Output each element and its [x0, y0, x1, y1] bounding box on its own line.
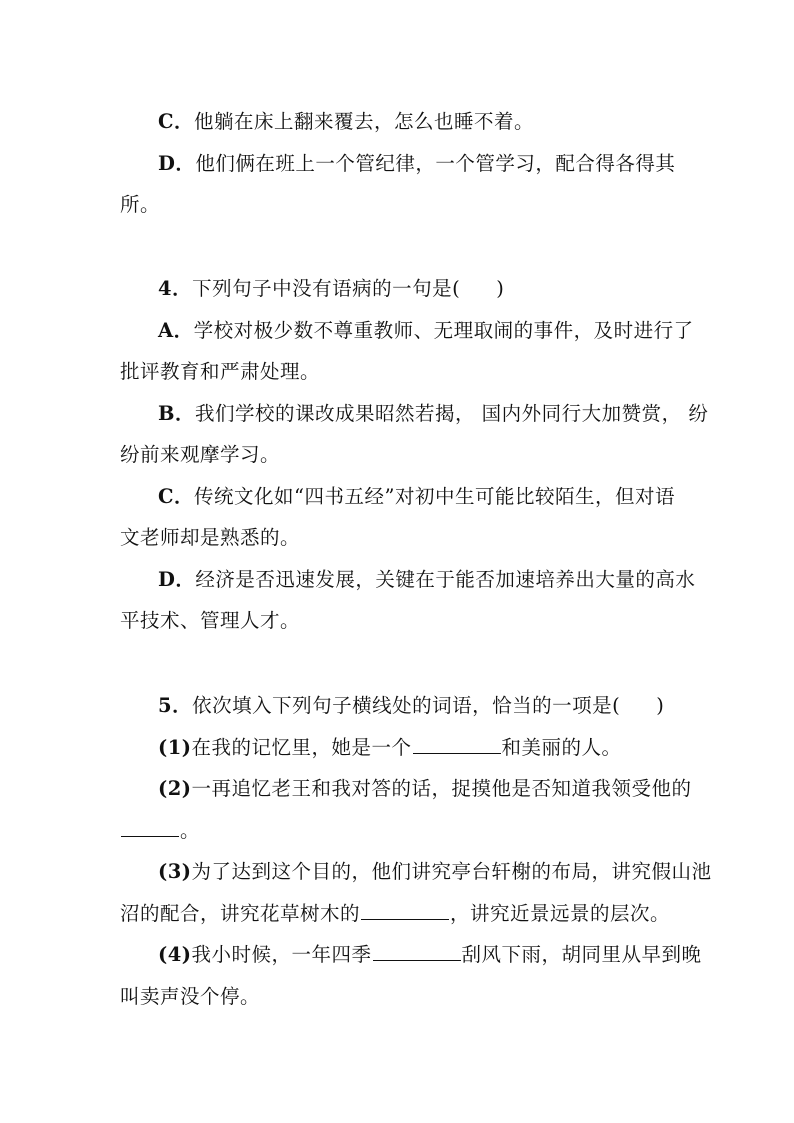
option-text: 文老师却是熟悉的。 — [120, 526, 301, 549]
q3-option-d — [158, 148, 675, 176]
sentence-text: 一再追忆老王和我对答的话，捉摸他是否知道我领受他的 — [191, 777, 692, 800]
sentence-number: (2) — [158, 777, 192, 800]
q4-option-a-continuation — [120, 356, 320, 384]
option-text: 纷前来观摩学习。 — [120, 443, 281, 466]
fill-blank[interactable] — [373, 942, 461, 961]
sentence-text: 沼的配合，讲究花草树木的 — [120, 902, 361, 925]
option-label: C． — [158, 110, 195, 133]
q3-option-c — [158, 106, 534, 134]
q5-sentence-3 — [158, 856, 712, 884]
q4-option-b-continuation — [120, 439, 280, 467]
option-label: D． — [158, 568, 196, 591]
option-text: 经济是否迅速发展，关键在于能否加速培养出大量的高水 — [195, 568, 696, 591]
q4-option-c — [158, 481, 675, 509]
question-number: 5． — [158, 694, 193, 717]
option-text: 学校对极少数不尊重教师、无理取闹的事件，及时进行了 — [193, 319, 694, 342]
q4-option-c-continuation — [120, 522, 300, 550]
sentence-text: ，讲究近景远景的层次。 — [450, 902, 671, 925]
q3-option-d-continuation — [120, 189, 160, 217]
option-text: 他们俩在班上一个管纪律，一个管学习，配合得各得其 — [195, 152, 676, 175]
q4-option-b — [158, 398, 708, 426]
sentence-number: (4) — [158, 943, 192, 966]
q4-stem — [158, 273, 504, 301]
option-text: 传统文化如“四书五经”对初中生可能比较陌生，但对语 — [194, 485, 675, 508]
sentence-number: (3) — [158, 860, 192, 883]
question-text: 下列句子中没有语病的一句是( — [192, 277, 461, 300]
option-text: 我们学校的课改成果昭然若揭， 国内外同行大加赞赏， 纷 — [194, 402, 709, 425]
question-number: 4． — [158, 277, 193, 300]
question-text: 依次填入下列句子横线处的词语，恰当的一项是( — [192, 694, 621, 717]
sentence-text: 为了达到这个目的，他们讲究亭台轩榭的布局，讲究假山池 — [191, 860, 712, 883]
sentence-text: 在我的记忆里，她是一个 — [191, 736, 412, 759]
option-text: 他躺在床上翻来覆去，怎么也睡不着。 — [194, 110, 535, 133]
option-text: 平技术、管理人才。 — [120, 609, 301, 632]
sentence-text: 刮风下雨，胡同里从早到晚 — [461, 943, 702, 966]
q5-sentence-4 — [158, 939, 702, 967]
option-label: D． — [158, 152, 196, 175]
q5-sentence-3-continuation — [120, 898, 670, 926]
sentence-number: (1) — [158, 736, 192, 759]
option-label: B． — [158, 402, 195, 425]
option-text: 批评教育和严肃处理。 — [120, 360, 321, 383]
option-label: A． — [158, 319, 194, 342]
sentence-text: 。 — [180, 819, 201, 842]
fill-blank[interactable] — [361, 901, 449, 920]
paren-close: ) — [496, 277, 505, 300]
fill-blank[interactable] — [413, 735, 501, 754]
q4-option-a — [158, 315, 694, 343]
q4-option-d — [158, 564, 695, 592]
paren-close: ) — [656, 694, 665, 717]
sentence-text: 和美丽的人。 — [501, 736, 622, 759]
q5-sentence-4-continuation — [120, 981, 260, 1009]
fill-blank[interactable] — [121, 818, 179, 837]
q5-sentence-2-continuation — [120, 815, 200, 843]
option-text: 所。 — [120, 193, 161, 216]
option-label: C． — [158, 485, 195, 508]
sentence-text: 我小时候，一年四季 — [191, 943, 372, 966]
q5-sentence-2 — [158, 773, 692, 801]
sentence-text: 叫卖声没个停。 — [120, 985, 261, 1008]
q5-sentence-1 — [158, 732, 622, 760]
q4-option-d-continuation — [120, 605, 300, 633]
q5-stem — [158, 690, 664, 718]
